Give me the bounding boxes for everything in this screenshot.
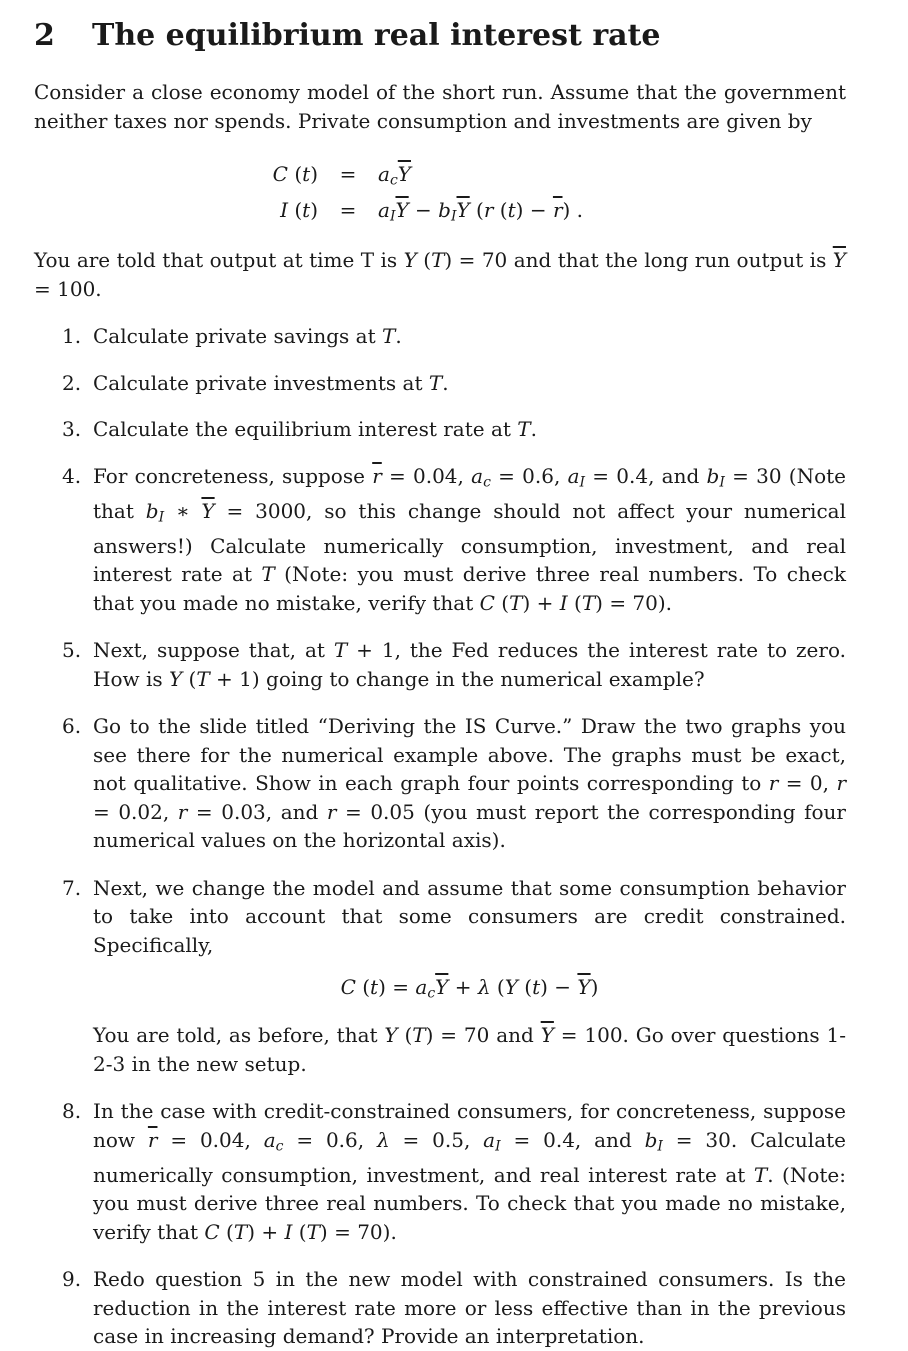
section-heading bbox=[34, 18, 661, 53]
question-list bbox=[34, 322, 846, 1351]
list-item: 5. Next, suppose that, at T + 1, the Fed reduces the interest rate to zero. How is Y (T + 1) going to change in the numerical example? bbox=[62, 638, 846, 691]
section-number: 2 bbox=[34, 18, 55, 53]
list-item: 7. Next, we change the model and assume that some consumption behavior to take into account that some consumers are credit constrained. Specifically, C $(t) = a_c\overline{Y} + \lambda$ (Y $(t) - \overline{Y}$) You are told, as before, that Y (T) = 70 and $\overline{Y} = 100$. Go over questions 1-2-3 in the new setup. bbox=[34, 874, 846, 1079]
list-item: 3. Calculate the equilibrium interest rate at T. bbox=[62, 417, 537, 441]
list-item: 6. Go to the slide titled “Deriving the IS Curve.” Draw the two graphs you see there for the numerical example above. The graphs must be exact, not qualitative. Show in each graph four points corresponding to r = 0, r = 0.02, r = 0.03, and r = 0.05 (you must report the corresponding four numerical values on the horizontal axis). bbox=[62, 714, 846, 852]
investment-equation: I (t) = $a_I\overline{Y} - b_I\overline{Y}$ (r $(t) - \overline{r}$) . bbox=[280, 197, 584, 224]
given-paragraph: You are told that output at time T is Y (T) = 70 and that the long run output is $\overline{Y} = 100$. bbox=[34, 248, 846, 301]
list-item: 9. Redo question 5 in the new model with constrained consumers. Is the reduction in the interest rate more or less effective than in the previous case in increasing demand? Provide an interpretation. bbox=[62, 1267, 846, 1348]
list-item: 2. Calculate private investments at T. bbox=[62, 370, 449, 395]
list-item: 8. In the case with credit-constrained consumers, for concreteness, suppose now $\overline{r} = 0.04$, $a_c = 0.6$, λ = 0.5, $a_I = 0.4$, and $b_I = 30$. Calculate numerically consumption, investment, and real interest rate at T. (Note: you must derive three real numbers. To check that you made no mistake, verify that C (T) + I (T) = 70). bbox=[62, 1099, 847, 1244]
item-7-followup: You are told, as before, that Y (T) = 70 and $\overline{Y} = 100$. Go over questions 1-2-3 in the new setup. bbox=[93, 1023, 846, 1076]
intro-paragraph: Consider a close economy model of the short run. Assume that the government neither taxes nor spends. Private consumption and investments are given by bbox=[34, 80, 846, 133]
model-equations bbox=[220, 160, 583, 231]
consumption-equation: C (t) = $a_c\overline{Y}$ bbox=[272, 162, 411, 189]
section-title: The equilibrium real interest rate bbox=[92, 18, 661, 53]
list-item: 1. Calculate private savings at T. bbox=[62, 324, 402, 348]
constrained-consumption-equation: C $(t) = a_c\overline{Y} + \lambda$ (Y $(t) - \overline{Y}$) bbox=[340, 975, 599, 1002]
list-item: 4. For concreteness, suppose $\overline{r} = 0.04$, $a_c = 0.6$, $a_I = 0.4$, and $b_I = 30$ (Note that $b_I$ ∗ $\overline{Y} = 3000$, so this change should not affect your numerical answers!) Calculate numerically consumption, investment, and real interest rate at T (Note: you must derive three real numbers. To check that you made no mistake, verify that C (T) + I (T) = 70). bbox=[62, 463, 847, 615]
